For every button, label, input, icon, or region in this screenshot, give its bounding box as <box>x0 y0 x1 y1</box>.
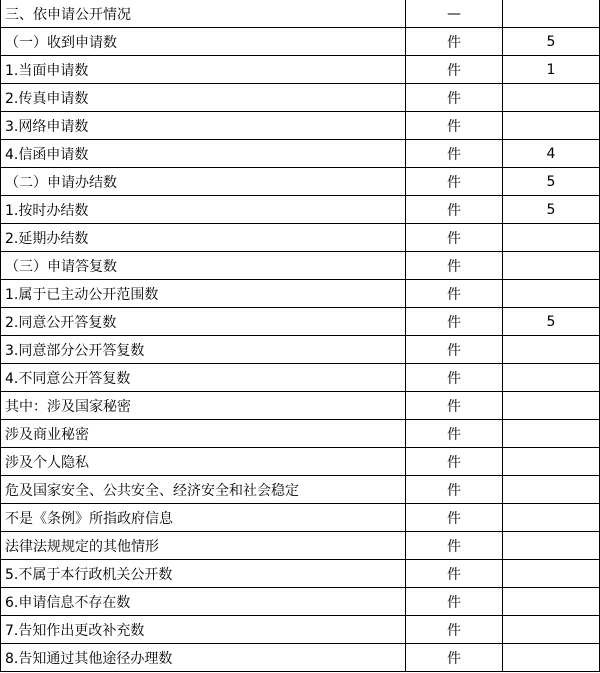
row-unit: 件 <box>406 476 503 504</box>
row-value <box>503 0 600 28</box>
row-value <box>503 364 600 392</box>
row-value <box>503 448 600 476</box>
table-row <box>1 280 600 308</box>
row-label: （二）申请办结数 <box>1 168 406 196</box>
row-value: 5 <box>503 168 600 196</box>
row-unit: 件 <box>406 252 503 280</box>
table-row <box>1 504 600 532</box>
table-row <box>1 448 600 476</box>
row-unit: 件 <box>406 56 503 84</box>
table-row <box>1 112 600 140</box>
row-label: 三、依申请公开情况 <box>1 0 406 28</box>
row-label: 2.延期办结数 <box>1 224 406 252</box>
row-value <box>503 504 600 532</box>
row-value <box>503 112 600 140</box>
row-value: 1 <box>503 56 600 84</box>
row-unit: 件 <box>406 224 503 252</box>
row-value <box>503 476 600 504</box>
table-body <box>1 0 600 672</box>
row-value <box>503 252 600 280</box>
row-label: 法律法规规定的其他情形 <box>1 532 406 560</box>
table-row <box>1 476 600 504</box>
row-unit: 件 <box>406 140 503 168</box>
row-label: 1.属于已主动公开范围数 <box>1 280 406 308</box>
row-value <box>503 616 600 644</box>
table-row <box>1 616 600 644</box>
row-unit: 件 <box>406 84 503 112</box>
table-row <box>1 0 600 28</box>
row-label: 6.申请信息不存在数 <box>1 588 406 616</box>
row-value <box>503 420 600 448</box>
row-unit: 件 <box>406 392 503 420</box>
table-row <box>1 84 600 112</box>
row-unit: 件 <box>406 28 503 56</box>
row-value <box>503 224 600 252</box>
row-label: （三）申请答复数 <box>1 252 406 280</box>
row-value <box>503 532 600 560</box>
table-row <box>1 196 600 224</box>
row-value: 5 <box>503 196 600 224</box>
table-row <box>1 140 600 168</box>
row-label: 4.信函申请数 <box>1 140 406 168</box>
table-row <box>1 252 600 280</box>
row-label: 1.按时办结数 <box>1 196 406 224</box>
row-label: 7.告知作出更改补充数 <box>1 616 406 644</box>
row-unit: 件 <box>406 420 503 448</box>
row-value <box>503 336 600 364</box>
row-unit: 件 <box>406 532 503 560</box>
row-label: 2.传真申请数 <box>1 84 406 112</box>
row-value <box>503 84 600 112</box>
row-value <box>503 588 600 616</box>
row-value: 5 <box>503 308 600 336</box>
row-label: 3.同意部分公开答复数 <box>1 336 406 364</box>
row-unit: 件 <box>406 280 503 308</box>
row-label: 8.告知通过其他途径办理数 <box>1 644 406 672</box>
row-label: 危及国家安全、公共安全、经济安全和社会稳定 <box>1 476 406 504</box>
row-label: 3.网络申请数 <box>1 112 406 140</box>
table-row <box>1 420 600 448</box>
row-unit: 件 <box>406 616 503 644</box>
row-unit: — <box>406 0 503 28</box>
row-label: 其中：涉及国家秘密 <box>1 392 406 420</box>
row-value <box>503 560 600 588</box>
table-row <box>1 560 600 588</box>
table-row <box>1 28 600 56</box>
table-row <box>1 224 600 252</box>
row-value <box>503 644 600 672</box>
row-unit: 件 <box>406 560 503 588</box>
table-row <box>1 392 600 420</box>
row-label: 1.当面申请数 <box>1 56 406 84</box>
table-row <box>1 168 600 196</box>
row-unit: 件 <box>406 448 503 476</box>
table-row <box>1 588 600 616</box>
row-value: 5 <box>503 28 600 56</box>
row-unit: 件 <box>406 112 503 140</box>
row-unit: 件 <box>406 308 503 336</box>
row-unit: 件 <box>406 168 503 196</box>
table-row <box>1 56 600 84</box>
table-row <box>1 336 600 364</box>
row-value: 4 <box>503 140 600 168</box>
table-row <box>1 532 600 560</box>
row-value <box>503 280 600 308</box>
row-unit: 件 <box>406 644 503 672</box>
row-unit: 件 <box>406 588 503 616</box>
row-unit: 件 <box>406 504 503 532</box>
table-row <box>1 308 600 336</box>
row-label: 不是《条例》所指政府信息 <box>1 504 406 532</box>
row-label: 涉及商业秘密 <box>1 420 406 448</box>
table-row <box>1 364 600 392</box>
row-label: 2.同意公开答复数 <box>1 308 406 336</box>
row-unit: 件 <box>406 336 503 364</box>
table-row <box>1 644 600 672</box>
row-label: （一）收到申请数 <box>1 28 406 56</box>
row-unit: 件 <box>406 364 503 392</box>
row-label: 涉及个人隐私 <box>1 448 406 476</box>
row-unit: 件 <box>406 196 503 224</box>
row-label: 4.不同意公开答复数 <box>1 364 406 392</box>
row-value <box>503 392 600 420</box>
row-label: 5.不属于本行政机关公开数 <box>1 560 406 588</box>
